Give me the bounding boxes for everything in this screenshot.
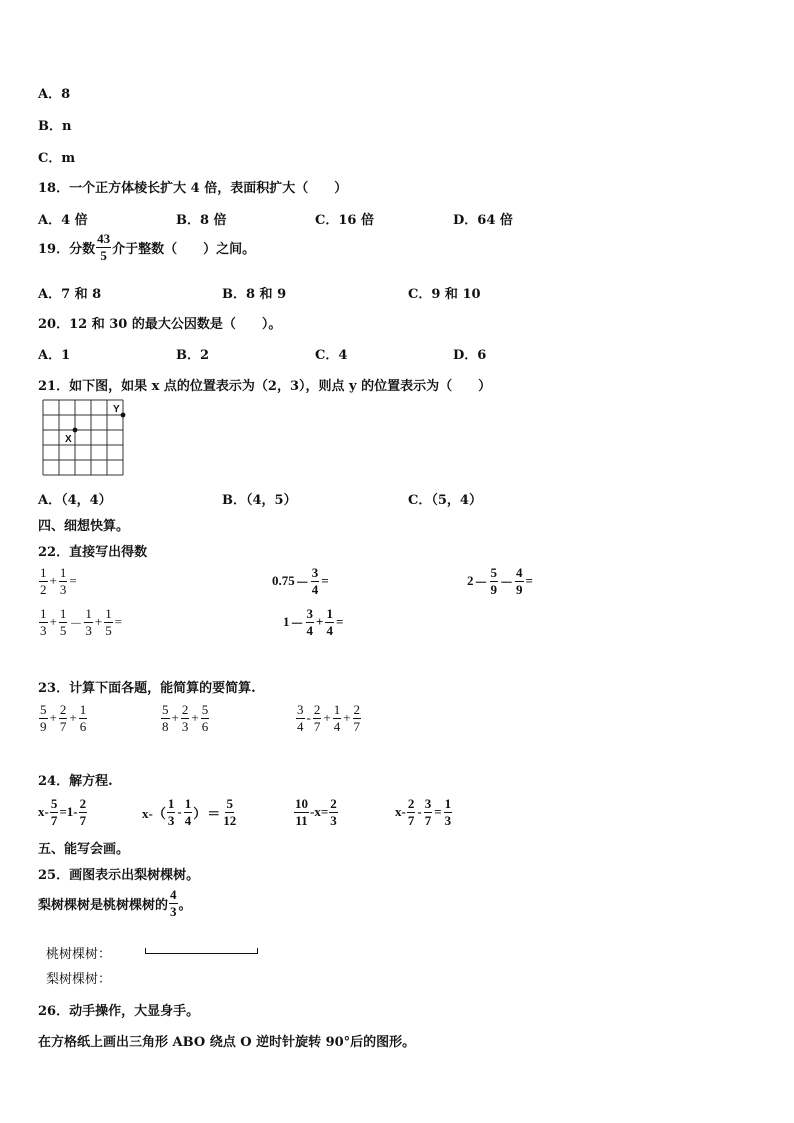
numerator: 3 — [311, 565, 319, 580]
q20-option-a[interactable]: A．1 — [38, 348, 71, 363]
q20-option-d[interactable]: D．6 — [453, 348, 487, 363]
fraction — [490, 566, 499, 596]
q19-suffix: 介于整数（ ）之间。 — [112, 241, 256, 257]
q22-expr-5 — [283, 607, 344, 637]
q22-expr-1 — [38, 566, 78, 596]
equals-sign: = — [114, 614, 123, 630]
fraction — [167, 797, 176, 827]
denominator: 7 — [353, 718, 361, 734]
numerator: 1 — [333, 702, 341, 717]
fraction — [184, 797, 193, 827]
numerator: 4 — [170, 887, 177, 902]
fraction — [311, 566, 320, 596]
q19-frac-den: 5 — [100, 247, 107, 263]
operator: + — [191, 710, 199, 726]
point-x-dot — [73, 428, 78, 433]
q26-instruction: 在方格纸上画出三角形 ABO 绕点 O 逆时针旋转 90°后的图形。 — [38, 1035, 416, 1050]
equals-sign: = — [434, 804, 442, 820]
fraction — [333, 703, 342, 733]
lead-number: 0.75 — [272, 573, 295, 589]
q18-number: 18． — [38, 181, 70, 196]
q18-option-c[interactable]: C．16 倍 — [315, 213, 374, 228]
q18-option-b[interactable]: B．8 倍 — [176, 213, 227, 228]
q19-option-a[interactable]: A．7 和 8 — [38, 287, 102, 302]
numerator: 1 — [444, 796, 452, 811]
middle-term: -x= — [310, 804, 329, 820]
denominator: 4 — [297, 718, 304, 734]
fraction — [222, 797, 237, 827]
q18-question — [38, 177, 347, 196]
numerator: 1 — [85, 606, 92, 621]
denominator: 3 — [330, 812, 337, 828]
numerator: 1 — [40, 606, 47, 621]
operator: + — [343, 710, 351, 726]
equals-sign: ＝ — [207, 805, 221, 821]
point-x-label: X — [65, 434, 72, 445]
denominator: 6 — [201, 718, 209, 734]
q23-expr-2 — [160, 703, 210, 733]
q19-prefix: 分数 — [69, 241, 96, 257]
q22-expr-2 — [272, 566, 330, 596]
fraction — [306, 607, 315, 637]
q18-text-before: 一个正方体棱长扩大 — [69, 181, 187, 196]
q22-expr-3 — [467, 566, 534, 596]
operator: - — [177, 804, 182, 820]
numerator: 5 — [201, 702, 209, 717]
denominator: 3 — [59, 581, 67, 597]
denominator: 7 — [313, 718, 321, 734]
numerator: 3 — [297, 702, 304, 717]
q24-equation-4 — [395, 797, 453, 827]
numerator: 3 — [424, 796, 432, 811]
fraction — [50, 797, 59, 827]
equals-sign: = — [321, 573, 329, 589]
operator: + — [49, 710, 57, 726]
q24-question: 24．解方程. — [38, 774, 113, 789]
equals-sign: = — [525, 573, 533, 589]
fraction — [353, 703, 362, 733]
fraction — [407, 797, 416, 827]
peach-tree-segment — [145, 948, 258, 954]
lead-term: x- — [38, 804, 49, 820]
fraction — [325, 607, 334, 637]
denominator: 9 — [516, 581, 523, 597]
fraction — [59, 607, 68, 637]
operator: + — [69, 710, 77, 726]
numerator: 2 — [407, 796, 415, 811]
peach-tree-label: 桃树棵树： — [46, 947, 112, 962]
fraction — [59, 703, 68, 733]
q19-option-c[interactable]: C．9 和 10 — [408, 287, 481, 302]
denominator: 5 — [105, 622, 112, 638]
q21-option-a[interactable]: A．（4，4） — [38, 493, 112, 508]
numerator: 2 — [79, 796, 87, 811]
numerator: 2 — [59, 702, 67, 717]
numerator: 2 — [313, 702, 321, 717]
ratio-prefix: 梨树棵树是桃树棵树的 — [38, 897, 169, 913]
q23-expr-1 — [38, 703, 88, 733]
numerator: 2 — [181, 702, 189, 717]
denominator: 2 — [40, 581, 47, 597]
operator: － — [69, 615, 83, 631]
equals-sign: = — [69, 573, 77, 589]
numerator: 1 — [59, 565, 67, 580]
close-paren: ） — [193, 805, 207, 821]
section-5-heading: 五、能写会画。 — [38, 842, 130, 857]
denominator: 7 — [50, 812, 58, 828]
denominator: 3 — [40, 622, 47, 638]
lead-term: x-（ — [142, 805, 166, 821]
q23-question: 23．计算下面各题，能简算的要简算. — [38, 681, 256, 696]
numerator: 2 — [353, 702, 361, 717]
denominator: 9 — [40, 718, 47, 734]
q18-option-d[interactable]: D．64 倍 — [453, 213, 513, 228]
q26-question: 26．动手操作，大显身手。 — [38, 1004, 200, 1019]
fraction — [79, 703, 88, 733]
q19-fraction — [96, 232, 111, 262]
operator: + — [323, 710, 331, 726]
q19-option-b[interactable]: B．8 和 9 — [222, 287, 287, 302]
lead-number: 1 — [283, 614, 290, 630]
q24-equation-1 — [38, 797, 88, 827]
fraction — [39, 607, 48, 637]
ratio-suffix: 。 — [178, 897, 192, 913]
fraction — [84, 607, 93, 637]
operator: + — [316, 614, 324, 630]
q21-option-b[interactable]: B．（4，5） — [222, 493, 297, 508]
numerator: 1 — [79, 702, 87, 717]
fraction — [201, 703, 210, 733]
numerator: 1 — [105, 606, 112, 621]
operator: － — [500, 574, 514, 590]
numerator: 1 — [59, 606, 67, 621]
numerator: 1 — [40, 565, 47, 580]
equals-sign: = — [335, 614, 344, 630]
denominator: 3 — [85, 622, 92, 638]
numerator: 1 — [167, 796, 175, 811]
denominator: 8 — [162, 718, 169, 734]
q17-option-c[interactable]: C．m — [38, 151, 76, 166]
denominator: 3 — [170, 903, 177, 919]
lead-number: 2 — [467, 573, 474, 589]
q21-coordinate-grid — [42, 399, 128, 477]
fraction — [161, 703, 170, 733]
grid-lines — [43, 400, 123, 475]
q21-question: 21．如下图，如果 x 点的位置表示为（2，3），则点 y 的位置表示为（ ） — [38, 379, 492, 394]
point-y-dot — [121, 413, 126, 418]
operator: + — [94, 614, 103, 630]
q22-question: 22．直接写出得数 — [38, 545, 148, 560]
fraction — [39, 566, 48, 596]
q24-equation-3 — [293, 797, 339, 827]
q17-option-a[interactable]: A．8 — [38, 87, 71, 102]
fraction — [59, 566, 68, 596]
denominator: 4 — [311, 581, 319, 597]
q18-num: 4 — [190, 181, 200, 196]
denominator: 11 — [295, 812, 308, 828]
q19-number: 19． — [38, 241, 70, 257]
denominator: 3 — [444, 812, 452, 828]
q19-question — [38, 232, 255, 262]
denominator: 4 — [326, 622, 333, 638]
operator: + — [49, 614, 57, 630]
denominator: 7 — [79, 812, 87, 828]
q20-option-b[interactable]: B．2 — [176, 348, 210, 363]
q20-option-c[interactable]: C．4 — [315, 348, 348, 363]
denominator: 4 — [184, 812, 192, 828]
denominator: 5 — [59, 622, 67, 638]
operator: － — [290, 615, 304, 631]
denominator: 4 — [333, 718, 341, 734]
fraction — [515, 566, 524, 596]
operator: + — [171, 710, 179, 726]
q24-equation-2 — [142, 797, 238, 827]
fraction — [313, 703, 322, 733]
q22-expr-4 — [38, 607, 123, 637]
q18-option-a[interactable]: A．4 倍 — [38, 213, 88, 228]
fraction — [444, 797, 453, 827]
middle-term: =1- — [59, 804, 78, 820]
denominator: 7 — [407, 812, 415, 828]
denominator: 6 — [79, 718, 87, 734]
numerator: 2 — [330, 796, 337, 811]
fraction — [424, 797, 433, 827]
denominator: 7 — [59, 718, 67, 734]
numerator: 5 — [490, 565, 498, 580]
lead-term: x- — [395, 804, 406, 820]
fraction — [39, 703, 48, 733]
denominator: 7 — [424, 812, 432, 828]
fraction — [79, 797, 88, 827]
operator: - — [306, 710, 311, 726]
numerator: 1 — [184, 796, 192, 811]
q21-option-c[interactable]: C．（5，4） — [408, 493, 482, 508]
denominator: 4 — [306, 622, 314, 638]
operator: － — [295, 574, 309, 590]
numerator: 1 — [326, 606, 333, 621]
denominator: 12 — [223, 812, 237, 828]
q23-expr-3 — [295, 703, 362, 733]
denominator: 3 — [181, 718, 189, 734]
operator: － — [474, 574, 488, 590]
fraction — [294, 797, 309, 827]
numerator: 4 — [516, 565, 523, 580]
numerator: 5 — [50, 796, 58, 811]
numerator: 5 — [162, 702, 169, 717]
fraction — [104, 607, 113, 637]
denominator: 3 — [167, 812, 175, 828]
q19-frac-num: 43 — [97, 231, 111, 246]
operator: + — [49, 573, 57, 589]
q25-question: 25．画图表示出梨树棵树。 — [38, 868, 200, 883]
pear-tree-label: 梨树棵树： — [46, 972, 112, 987]
q18-text-after: 倍，表面积扩大（ ） — [204, 181, 348, 196]
q20-question: 20．12 和 30 的最大公因数是（ ）。 — [38, 317, 282, 332]
fraction — [329, 797, 338, 827]
q17-option-b[interactable]: B．n — [38, 119, 72, 134]
point-y-label: Y — [113, 404, 120, 415]
numerator: 5 — [226, 796, 233, 811]
q25-fraction — [169, 888, 178, 918]
q25-ratio-line — [38, 888, 192, 918]
denominator: 9 — [490, 581, 498, 597]
fraction — [296, 703, 305, 733]
numerator: 5 — [40, 702, 47, 717]
numerator: 10 — [295, 796, 308, 811]
operator: - — [417, 804, 422, 820]
fraction — [181, 703, 190, 733]
section-4-heading: 四、细想快算。 — [38, 519, 130, 534]
numerator: 3 — [306, 606, 314, 621]
